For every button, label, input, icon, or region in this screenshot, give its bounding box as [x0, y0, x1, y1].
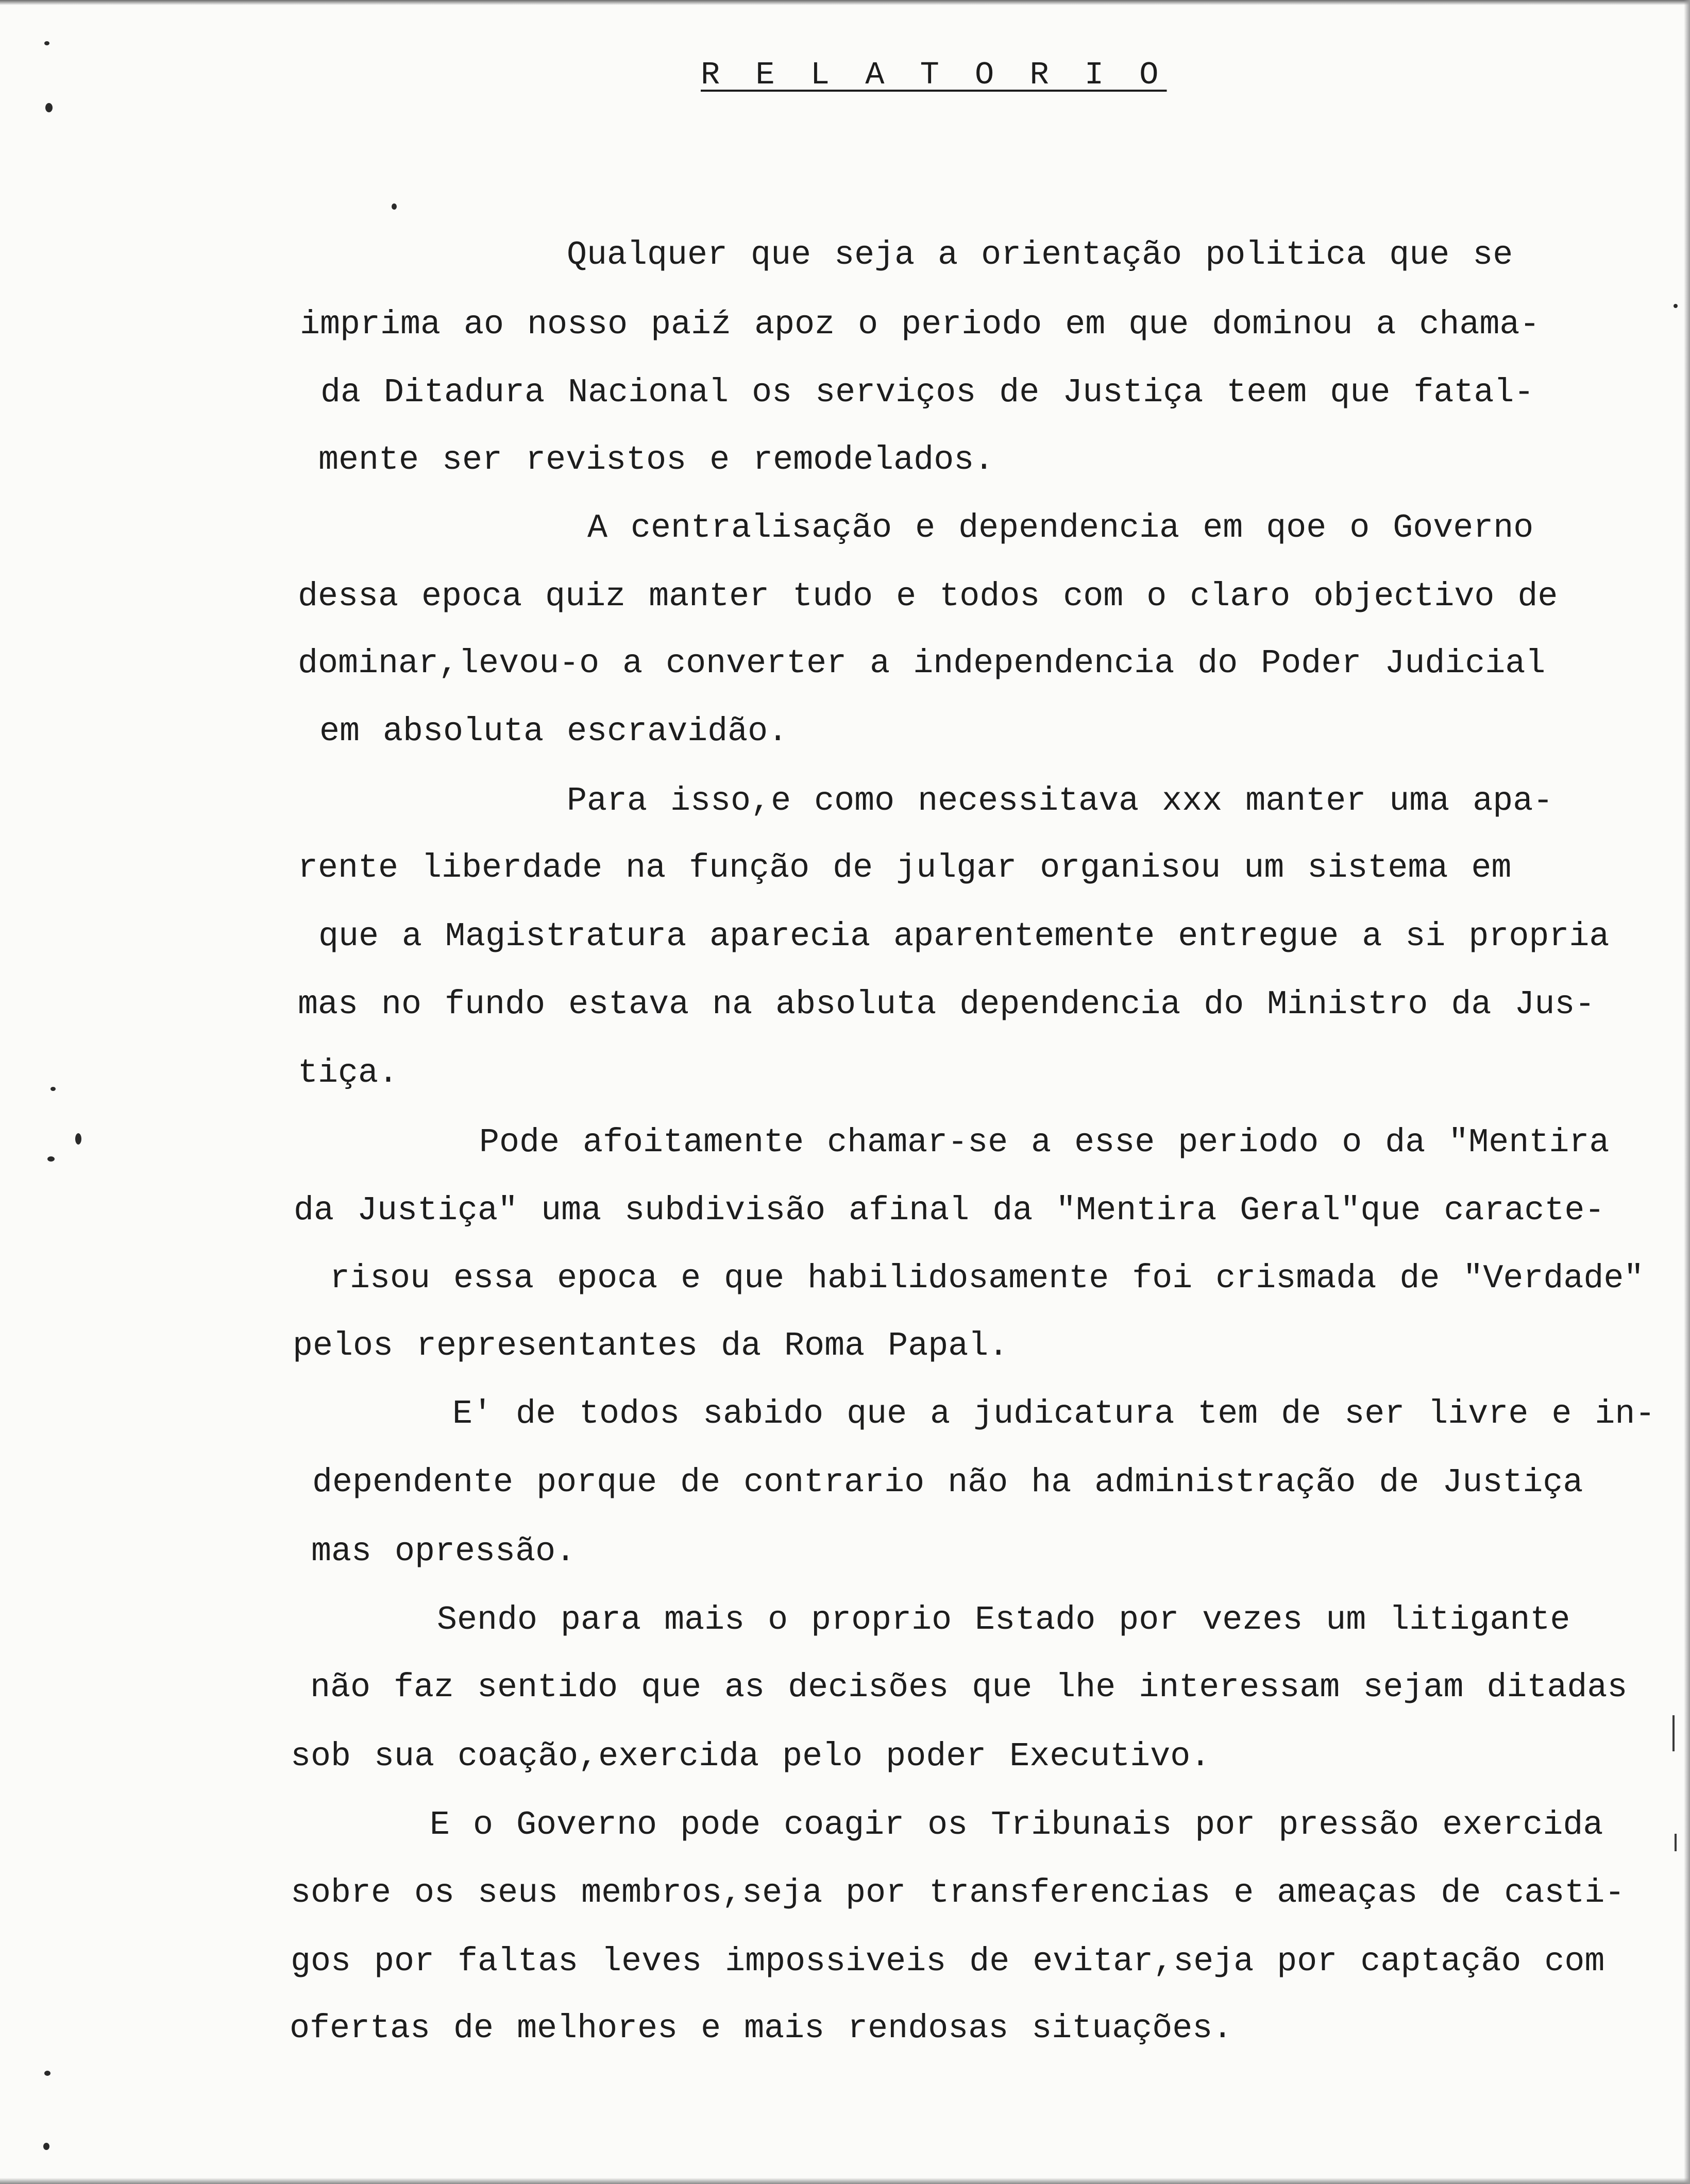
text-line: da Ditadura Nacional os serviços de Justiça teem que fatal-: [320, 373, 1534, 412]
text-line: que a Magistratura aparecia aparentemente entregue a si propria: [318, 917, 1610, 956]
document-title: R E L A T O R I O: [701, 57, 1167, 93]
scan-edge-top: [0, 0, 1690, 5]
text-line: dominar,levou-o a converter a independencia do Poder Judicial: [298, 644, 1546, 682]
scan-speck: [50, 1087, 56, 1091]
text-line: em absoluta escravidão.: [319, 712, 788, 750]
scan-speck: [44, 41, 49, 45]
scan-speck: [44, 2071, 50, 2076]
scan-speck: [1674, 304, 1678, 308]
text-line: mas no fundo estava na absoluta dependencia do Ministro da Jus-: [298, 985, 1595, 1023]
text-line: mente ser revistos e remodelados.: [318, 441, 994, 479]
text-line: imprima ao nosso paiź apoz o periodo em que dominou a chama-: [300, 305, 1540, 344]
text-line: A centralisação e dependencia em qoe o Governo: [587, 509, 1534, 547]
scan-edge-mark: [1672, 1715, 1675, 1751]
text-line: gos por faltas leves impossiveis de evitar,seja por captação com: [291, 1942, 1605, 1981]
text-line: não faz sentido que as decisões que lhe interessam sejam ditadas: [310, 1668, 1628, 1707]
scan-speck: [43, 2143, 49, 2150]
text-line: da Justiça" uma subdivisão afinal da "Mentira Geral"que caracte-: [294, 1191, 1605, 1230]
text-line: tiça.: [298, 1054, 399, 1092]
text-line: Qualquer que seja a orientação politica que se: [567, 236, 1513, 274]
scan-speck: [75, 1133, 81, 1145]
text-line: dessa epoca quiz manter tudo e todos com o claro objectivo de: [298, 577, 1558, 616]
text-line: Para isso,e como necessitava xxx manter uma apa-: [567, 782, 1553, 820]
text-line: E' de todos sabido que a judicatura tem de ser livre e in-: [452, 1395, 1655, 1433]
scan-edge-mark: [1675, 1834, 1677, 1851]
text-line: rente liberdade na função de julgar organisou um sistema em: [298, 849, 1512, 887]
text-line: dependente porque de contrario não ha administração de Justiça: [312, 1463, 1583, 1502]
scan-speck: [47, 1156, 55, 1162]
text-line: Pode afoitamente chamar-se a esse periodo o da "Mentira: [479, 1123, 1610, 1162]
text-line: Sendo para mais o proprio Estado por vezes um litigante: [437, 1601, 1570, 1639]
text-line: ofertas de melhores e mais rendosas situações.: [290, 2009, 1233, 2048]
scan-speck: [45, 103, 53, 112]
text-line: risou essa epoca e que habilidosamente foi crismada de "Verdade": [330, 1259, 1644, 1298]
text-line: E o Governo pode coagir os Tribunais por pressão exercida: [430, 1806, 1603, 1844]
text-line: pelos representantes da Roma Papal.: [293, 1327, 1009, 1365]
text-line: mas opressão.: [311, 1532, 576, 1571]
text-line: sobre os seus membros,seja por transferencias e ameaças de casti-: [291, 1874, 1625, 1912]
scan-edge-bottom: [0, 2178, 1690, 2184]
scan-edge-right: [1684, 0, 1690, 2184]
text-line: sob sua coação,exercida pelo poder Executivo.: [291, 1737, 1211, 1776]
scan-speck: [392, 203, 397, 210]
